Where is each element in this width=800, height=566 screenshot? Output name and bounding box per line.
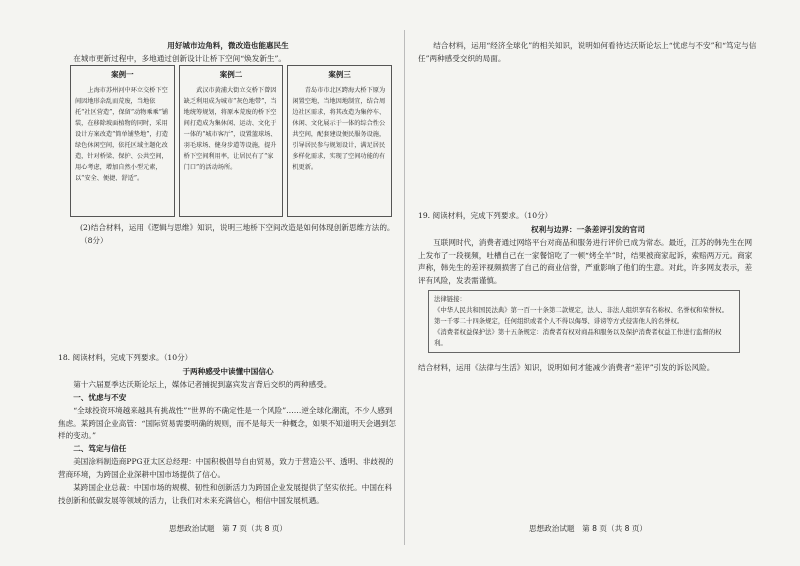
question-19-heading: 19. 阅读材料，完成下列要求。（10分）	[418, 211, 553, 220]
page-divider	[404, 30, 405, 545]
question-19-ask: 结合材料，运用《法律与生活》知识，说明如何才能减少消费者“差评”引发的诉讼风险。	[418, 363, 715, 372]
paragraph-ppg: 美国涂料制造商PPG亚太区总经理：中国积极倡导自由贸易，致力于营造公平、透明、非歧视的营商环境，为跨国企业深耕中国市场提供了信心。	[58, 457, 394, 479]
case-3-title: 案例三	[328, 70, 351, 79]
cases-table	[70, 65, 392, 217]
case-1-title: 案例一	[111, 70, 134, 79]
case-2-body: 武汉市黄浦大街立交桥下曾因缺乏利用成为城市“灰色地带”，当地统筹规划，将原本荒废的桥下空间打造成为集休闲、运动、文化于一体的“城市客厅”，设置篮球场、羽毛球场、健身步道等设施，提升桥下空间利用率，让居民有了“家门口”的活动场所。	[183, 87, 277, 171]
page-7	[58, 0, 398, 566]
question-18-intro: 第十六届夏季达沃斯论坛上，媒体记者捕捉到嘉宾发言背后交织的两种感受。	[73, 380, 332, 389]
page-8-footer: 思想政治试题 第 8 页（共 8 页）	[528, 524, 648, 533]
case-1	[70, 65, 175, 217]
legal-link-line-2: 第一千零二十四条规定，任何组织或者个人不得以侮辱、诽谤等方式侵害他人的名誉权。	[434, 317, 684, 325]
paragraph-worry: “全球投资环境越来越具有挑战性”“世界的不确定性是一个风险”……逆全球化潮流，不少人感到焦虑。某跨国企业高管：“国际贸易需要明确的规则，而不是每天一种概念，如果不知道明天会遇到怎样的变动。”	[58, 406, 397, 440]
question-18-title: 于两种感受中读懂中国信心	[182, 367, 274, 376]
question-18-ask: 结合材料，运用“经济全球化”的相关知识，说明如何看待达沃斯论坛上“忧虑与不安”和“笃定与信任”两种感受交织的局面。	[418, 41, 757, 63]
page-7-footer: 思想政治试题 第 7 页（共 8 页）	[168, 524, 288, 533]
question-17-2: (2)结合材料，运用《逻辑与思维》知识，说明三地桥下空间改造是如何体现创新思维方法的。（8分）	[80, 223, 395, 245]
page-8	[418, 0, 758, 566]
legal-link-line-1: 《中华人民共和国民法典》第一百一十条第二款规定，法人、非法人组织享有名称权、名誉权和荣誉权。	[434, 306, 728, 314]
legal-link-box	[428, 290, 740, 353]
case-2-title: 案例二	[219, 70, 243, 79]
question-19-title: 权利与边界：一条差评引发的官司	[531, 225, 645, 234]
legal-link-label: 法律链接：	[434, 295, 466, 303]
case-3-body: 青岛市市北区跨海大桥下原为闲置空地，当地因地制宜，结合周边社区需求，将其改造为集停车、休闲、文化展示于一体的综合性公共空间，配套建设便民服务设施，引导居民参与规划设计，满足居民多样化需求，实现了空间功能的有机更新。	[292, 87, 386, 171]
case-3	[287, 65, 392, 217]
subheading-worry: 一、忧虑与不安	[73, 393, 127, 402]
question-18-heading: 18. 阅读材料，完成下列要求。（10分）	[58, 353, 193, 362]
question-19-material: 互联网时代，消费者通过网络平台对商品和服务进行评价已成为常态。最近，江苏的韩先生在网上发布了一段视频，吐槽自己在一家餐馆吃了一顿“烤全羊”时，结果被商家起诉，索赔两万元。商家声称，韩先生的差评视频损害了自己的商业信誉，严重影响了他们的生意。对此，许多网友表示，差评有风险，发表需谨慎。	[418, 238, 753, 285]
subheading-confidence: 二、笃定与信任	[73, 444, 127, 453]
case-2	[179, 65, 284, 217]
section-title: 用好城市边角料，微改造也能惠民生	[167, 41, 289, 50]
paragraph-ceo: 某跨国企业总裁：中国市场的规模、韧性和创新活力为跨国企业发展提供了坚实依托。中国在科技创新和低碳发展等领域的活力，让我们对未来充满信心，相信中国发展机遇。	[58, 483, 393, 505]
legal-link-line-3: 《消费者权益保护法》第十五条规定：消费者有权对商品和服务以及保护消费者权益工作进行监督的权利。	[434, 328, 722, 347]
intro-text: 在城市更新过程中，多地通过创新设计让桥下空间“焕发新生”。	[73, 54, 286, 63]
case-1-body: 上海市苏州河中环立交桥下空间因地形杂乱而荒废，当地依托“社区营造”，保留“动物乘乘”铺装，在移除坡面植物的同时，采用设计方案改造“简单铺垫地”，打造绿色休闲空间，依托区域主题化改造，针对桥梁、保护、公共空间，用心考虑，增加自然小型元素，以“安全、便捷、舒适”。	[75, 87, 169, 182]
